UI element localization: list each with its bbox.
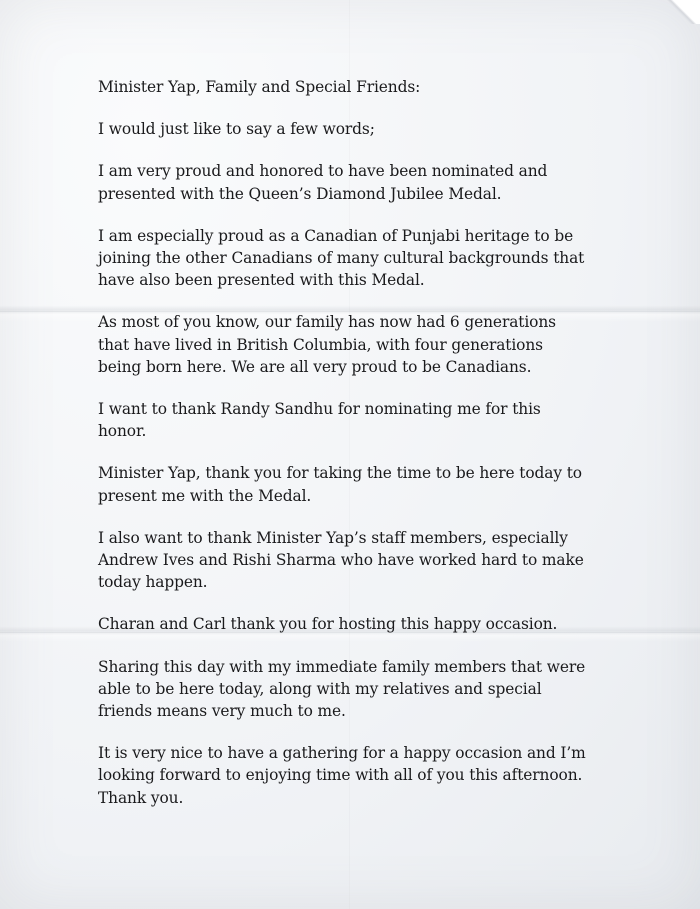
paragraph-heritage: I am especially proud as a Canadian of Punjabi heritage to be joining the other Canadians of many cultural backgrounds that have also been presented with this Medal.	[98, 226, 585, 290]
paragraph-family-generations: As most of you know, our family has now had 6 generations that have lived in British Columbia, with four generations being born here. We are all very proud to be Canadians.	[98, 313, 556, 376]
letter-body	[98, 76, 618, 829]
paragraph-thanks-minister: Minister Yap, thank you for taking the time to be here today to present me with the Medal.	[98, 464, 582, 505]
paragraph-closing: It is very nice to have a gathering for a happy occasion and I’m looking forward to enjoying time with all of you this afternoon. Thank you.	[98, 744, 586, 807]
paragraph-thanks-staff: I also want to thank Minister Yap’s staff members, especially Andrew Ives and Rishi Sharma who have worked hard to make today happen.	[98, 528, 584, 592]
salutation: Minister Yap, Family and Special Friends:	[98, 78, 421, 96]
paragraph-thanks-hosts: Charan and Carl thank you for hosting this happy occasion.	[98, 615, 558, 634]
paragraph-family-friends: Sharing this day with my immediate family members that were able to be here today, along with my relatives and special friends means very much to me.	[98, 657, 586, 721]
paragraph-thanks-nominator: I want to thank Randy Sandhu for nominating me for this honor.	[98, 400, 541, 441]
paragraph-medal: I am very proud and honored to have been nominated and presented with the Queen’s Diamond Jubilee Medal.	[98, 162, 548, 203]
folded-corner	[664, 0, 700, 24]
paragraph-intro: I would just like to say a few words;	[98, 120, 375, 139]
